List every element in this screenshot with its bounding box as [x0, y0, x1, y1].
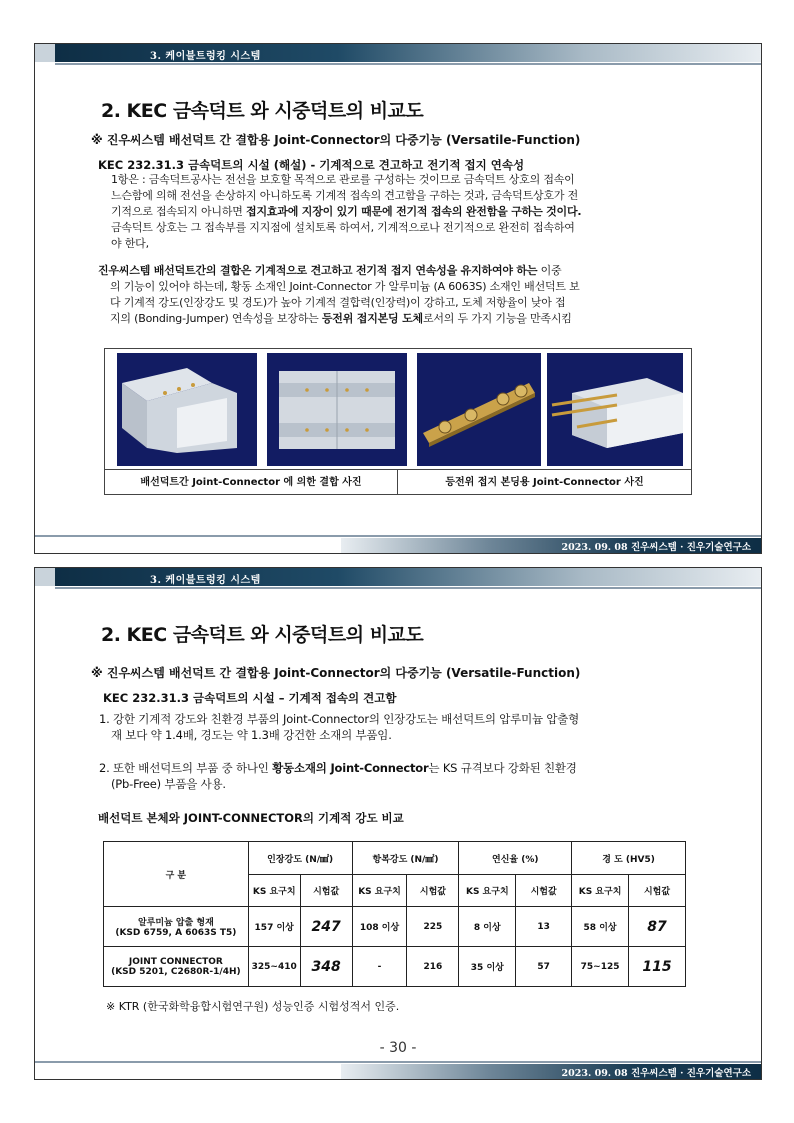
item-1	[99, 711, 729, 743]
section-heading: KEC 232.31.3 금속덕트의 시설 (해설) - 기계적으로 견고하고 전기적 접지 연속성	[98, 158, 525, 172]
p2-line1-text: 이중	[537, 264, 562, 277]
header-rule	[55, 63, 761, 65]
footer-label: 2023. 09. 08 진우씨스템 · 진우기술연구소	[561, 1068, 751, 1079]
subheader: 시험값	[407, 875, 459, 907]
photo-duct-with-connectors	[547, 353, 683, 466]
subheader: KS 요구치	[572, 875, 629, 907]
table-cell: 115	[629, 947, 686, 987]
p1-line3-text: 기적으로 접속되지 아니하면	[111, 205, 247, 218]
subtitle	[91, 664, 580, 681]
p2-line2: 의 기능이 있어야 하는데, 황동 소재인 Joint-Connector 가 알루미늄 (A 6063S) 소재인 배선덕트 보	[110, 280, 580, 293]
table-cell: 348	[300, 947, 352, 987]
subtitle-symbol: ※	[91, 666, 103, 680]
row-name-line2: (KSD 6759, A 6063S T5)	[115, 928, 237, 938]
item2-line1-tail: 는 KS 규격보다 강화된 친환경	[428, 761, 577, 775]
row-name-line1: 알루미늄 압출 형재	[137, 918, 214, 928]
table-row	[104, 947, 686, 987]
page-number: - 30 -	[379, 1040, 417, 1056]
slide-header	[35, 44, 761, 64]
group-header: 항복강도 (N/㎟)	[352, 842, 459, 875]
footer-rule	[35, 535, 761, 537]
subheader: 시험값	[516, 875, 572, 907]
caption-left: 배선덕트간 Joint-Connector 에 의한 결합 사진	[140, 477, 362, 488]
table-cell: 216	[407, 947, 459, 987]
caption-right: 등전위 접지 본딩용 Joint-Connector 사진	[445, 477, 644, 488]
table-cell: 157 이상	[248, 907, 300, 947]
item-2	[99, 760, 729, 792]
p1-line4: 금속덕트 상호는 그 접속부를 지지점에 설치토록 하여서, 기계적으로나 전기적으로 완전히 접속하여	[111, 221, 575, 234]
slide-title: 2. KEC 금속덕트 와 시중덕트의 비교도	[101, 624, 424, 646]
table-row	[104, 907, 686, 947]
group-header: 인장강도 (N/㎟)	[248, 842, 352, 875]
subtitle-text: 진우씨스템 배선덕트 간 결합용 Joint-Connector의 다중기능 (Versatile-Function)	[106, 133, 581, 147]
group-header: 연신율 (%)	[459, 842, 572, 875]
p1-line5: 야 한다,	[111, 237, 149, 250]
table-header-row	[104, 842, 686, 875]
header-rule	[55, 587, 761, 589]
table-cell: 75~125	[572, 947, 629, 987]
p2-line1-bold: 진우씨스템 배선덕트간의 결합은 기계적으로 견고하고 전기적 접지 연속성을 유지하여야 하는	[98, 264, 538, 277]
p2-line4-bold: 등전위 접지본딩 도체	[321, 312, 423, 325]
table-cell: 108 이상	[352, 907, 407, 947]
photo-duct-joined	[117, 353, 257, 466]
item1-line1: 1. 강한 기계적 강도와 친환경 부품의 Joint-Connector의 인장강도는 배선덕트의 압루미늄 압출형	[99, 712, 580, 726]
subtitle-symbol: ※	[91, 133, 103, 147]
subtitle-text: 진우씨스템 배선덕트 간 결합용 Joint-Connector의 다중기능 (Versatile-Function)	[106, 666, 581, 680]
table-cell: 35 이상	[459, 947, 516, 987]
subtitle	[91, 131, 580, 148]
slide-top	[34, 43, 762, 554]
row-name-line1: JOINT CONNECTOR	[128, 956, 223, 967]
subheader: 시험값	[300, 875, 352, 907]
p2-line1	[98, 263, 728, 279]
item2-line2: (Pb-Free) 부품을 사용.	[111, 777, 226, 791]
table-cell: 325~410	[248, 947, 300, 987]
table-cell: 57	[516, 947, 572, 987]
subheader: 시험값	[629, 875, 686, 907]
section-heading: KEC 232.31.3 금속덕트의 시설 – 기계적 접속의 견고함	[103, 691, 397, 705]
item2-line1	[99, 760, 729, 776]
table-cell: -	[352, 947, 407, 987]
p1-line1: 1항은 : 금속덕트공사는 전선을 보호할 목적으로 관로를 구성하는 것이므로 금속덕트 상호의 접속이	[111, 173, 575, 186]
p1-line2: 느슨함에 의해 전선을 손상하지 아니하도록 기계적 접속의 견고함을 구하는 것과, 금속덕트상호가 전	[111, 189, 579, 202]
slide-footer	[35, 535, 761, 553]
subheader: KS 요구치	[352, 875, 407, 907]
footer-label: 2023. 09. 08 진우씨스템 · 진우기술연구소	[561, 542, 751, 553]
table-cell: 87	[629, 907, 686, 947]
photo-duct-flat	[267, 353, 407, 466]
photo-panel	[104, 348, 692, 495]
strength-comparison-table	[103, 841, 686, 987]
p2-line4	[98, 311, 728, 327]
table-cell: 247	[300, 907, 352, 947]
table-cell: 13	[516, 907, 572, 947]
subheader: KS 요구치	[248, 875, 300, 907]
photo-captions	[105, 469, 691, 495]
header-label: 3. 케이블트렁킹 시스템	[150, 51, 261, 62]
item2-line1-bold: 황동소재의 Joint-Connector	[272, 761, 429, 775]
table-title: 배선덕트 본체와 JOINT-CONNECTOR의 기계적 강도 비교	[98, 811, 404, 825]
p2-line4-tail: 로서의 두 가지 기능을 만족시킴	[422, 312, 572, 325]
p1-line3	[111, 204, 721, 220]
row-name-line2: (KSD 5201, C2680R-1/4H)	[111, 966, 241, 977]
slide-bottom	[34, 567, 762, 1080]
footer-rule	[35, 1061, 761, 1063]
paragraph-1	[111, 172, 721, 252]
subheader: KS 요구치	[459, 875, 516, 907]
header-notch	[35, 568, 57, 586]
certification-note: ※ KTR (한국화학융합시험연구원) 성능인증 시험성적서 인증.	[106, 1000, 400, 1013]
header-notch	[35, 44, 57, 62]
p2-line4-text: 지의 (Bonding-Jumper) 연속성을 보장하는	[110, 312, 322, 325]
photo-brass-connector	[417, 353, 541, 466]
table-cell: 58 이상	[572, 907, 629, 947]
slide-footer	[35, 1061, 761, 1079]
slide-header	[35, 568, 761, 588]
slide-title: 2. KEC 금속덕트 와 시중덕트의 비교도	[101, 100, 424, 122]
p1-line3-bold: 접지효과에 지장이 있기 때문에 전기적 접속의 완전함을 구하는 것이다.	[246, 205, 582, 218]
p2-line3: 다 기계적 강도(인장강도 및 경도)가 높아 기계적 결합력(인장력)이 강하고, 도체 저항율이 낮아 접	[110, 296, 566, 309]
paragraph-2	[98, 263, 728, 327]
group-header: 경 도 (HV5)	[572, 842, 686, 875]
header-label: 3. 케이블트렁킹 시스템	[150, 575, 261, 586]
item2-line1-text: 2. 또한 배선덕트의 부품 중 하나인	[99, 761, 273, 775]
row-name	[104, 907, 249, 947]
table-cell: 225	[407, 907, 459, 947]
item1-line2: 재 보다 약 1.4배, 경도는 약 1.3배 강건한 소재의 부품임.	[111, 728, 392, 742]
table-corner: 구 분	[104, 842, 249, 907]
row-name	[104, 947, 249, 987]
table-cell: 8 이상	[459, 907, 516, 947]
